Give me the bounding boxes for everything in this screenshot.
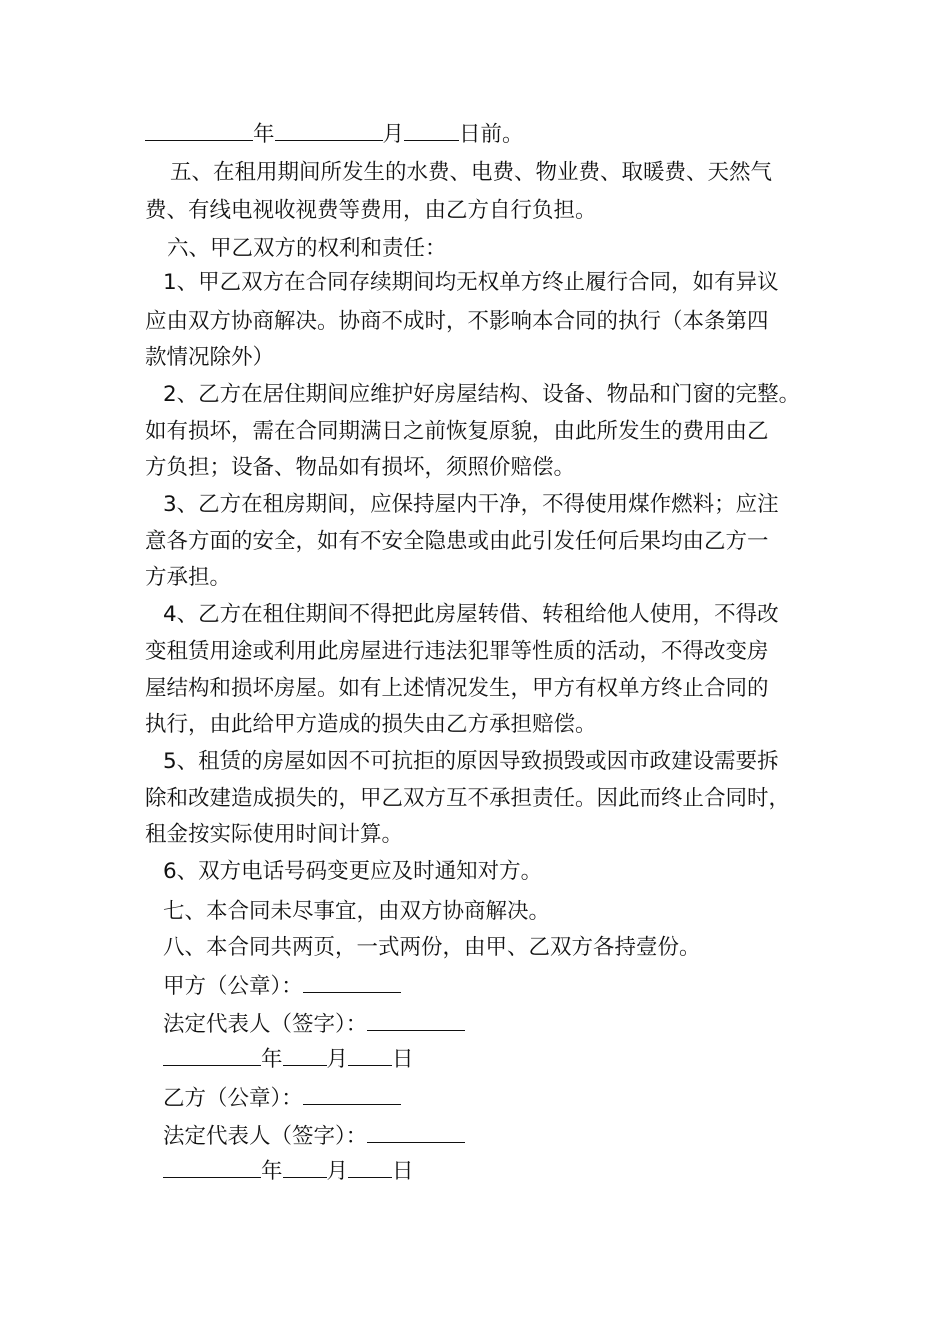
party-a-rep-line xyxy=(163,1008,853,1040)
party-a-seal-line xyxy=(163,970,853,1002)
item2-line2: 如有损坏，需在合同期满日之前恢复原貌，由此所发生的费用由乙 xyxy=(145,419,769,444)
item2-line1: 2、乙方在居住期间应维护好房屋结构、设备、物品和门窗的完整。 xyxy=(163,382,801,407)
party-b-rep-line xyxy=(163,1120,853,1152)
party-b-year-blank[interactable] xyxy=(163,1155,261,1178)
item3-line2: 意各方面的安全，如有不安全隐患或由此引发任何后果均由乙方一 xyxy=(145,529,769,554)
party-b-rep-label: 法定代表人（签字）： xyxy=(163,1124,368,1149)
item3-line1: 3、乙方在租房期间，应保持屋内干净，不得使用煤作燃料；应注 xyxy=(163,492,779,517)
clause7-line: 七、本合同未尽事宜，由双方协商解决。 xyxy=(163,899,551,924)
party-a-seal-blank[interactable] xyxy=(303,970,401,993)
party-b-month-blank[interactable] xyxy=(283,1155,327,1178)
item6-line: 6、双方电话号码变更应及时通知对方。 xyxy=(163,859,543,884)
party-b-day-label: 日 xyxy=(392,1159,414,1184)
party-a-day-blank[interactable] xyxy=(348,1043,392,1066)
item5-line2: 除和改建造成损失的，甲乙双方互不承担责任。因此而终止合同时， xyxy=(145,786,791,811)
party-b-month-label: 月 xyxy=(326,1159,349,1184)
party-b-year-label: 年 xyxy=(261,1159,283,1184)
item4-line1: 4、乙方在租住期间不得把此房屋转借、转租给他人使用，不得改 xyxy=(163,602,779,627)
clause5-line2: 费、有线电视收视费等费用，由乙方自行负担。 xyxy=(145,198,597,223)
party-b-seal-label: 乙方（公章）： xyxy=(163,1086,303,1111)
month-blank xyxy=(275,118,383,141)
party-b-day-blank[interactable] xyxy=(348,1155,392,1178)
deadline-date-line xyxy=(145,118,835,150)
clause5-line1: 五、在租用期间所发生的水费、电费、物业费、取暖费、天然气 xyxy=(170,160,773,185)
party-a-date-line xyxy=(163,1043,853,1075)
day-blank xyxy=(404,118,459,141)
party-b-rep-blank[interactable] xyxy=(367,1120,465,1143)
item3-line3: 方承担。 xyxy=(145,565,232,590)
party-a-rep-blank[interactable] xyxy=(367,1008,465,1031)
party-a-month-blank[interactable] xyxy=(283,1043,327,1066)
party-a-year-blank[interactable] xyxy=(163,1043,261,1066)
item5-line3: 租金按实际使用时间计算。 xyxy=(145,822,404,847)
party-a-seal-label: 甲方（公章）： xyxy=(163,974,303,999)
item1-line1: 1、甲乙双方在合同存续期间均无权单方终止履行合同，如有异议 xyxy=(163,270,779,295)
year-blank xyxy=(145,118,253,141)
party-a-day-label: 日 xyxy=(392,1047,414,1072)
item2-line3: 方负担；设备、物品如有损坏，须照价赔偿。 xyxy=(145,455,576,480)
item4-line2: 变租赁用途或利用此房屋进行违法犯罪等性质的活动，不得改变房 xyxy=(145,639,769,664)
year-label: 年 xyxy=(253,122,275,147)
party-b-date-line xyxy=(163,1155,853,1187)
party-a-year-label: 年 xyxy=(261,1047,283,1072)
month-label: 月 xyxy=(382,122,405,147)
item4-line4: 执行，由此给甲方造成的损失由乙方承担赔偿。 xyxy=(145,712,597,737)
day-label: 日前。 xyxy=(459,122,524,147)
party-b-seal-line xyxy=(163,1082,853,1114)
item5-line1: 5、租赁的房屋如因不可抗拒的原因导致损毁或因市政建设需要拆 xyxy=(163,749,779,774)
item1-line3: 款情况除外） xyxy=(145,345,275,370)
party-a-rep-label: 法定代表人（签字）： xyxy=(163,1012,368,1037)
item1-line2: 应由双方协商解决。协商不成时，不影响本合同的执行（本条第四 xyxy=(145,309,769,334)
clause8-line: 八、本合同共两页，一式两份，由甲、乙双方各持壹份。 xyxy=(163,935,701,960)
item4-line3: 屋结构和损坏房屋。如有上述情况发生，甲方有权单方终止合同的 xyxy=(145,676,769,701)
clause6-heading: 六、甲乙双方的权利和责任： xyxy=(167,236,447,261)
party-a-month-label: 月 xyxy=(326,1047,349,1072)
party-b-seal-blank[interactable] xyxy=(303,1082,401,1105)
